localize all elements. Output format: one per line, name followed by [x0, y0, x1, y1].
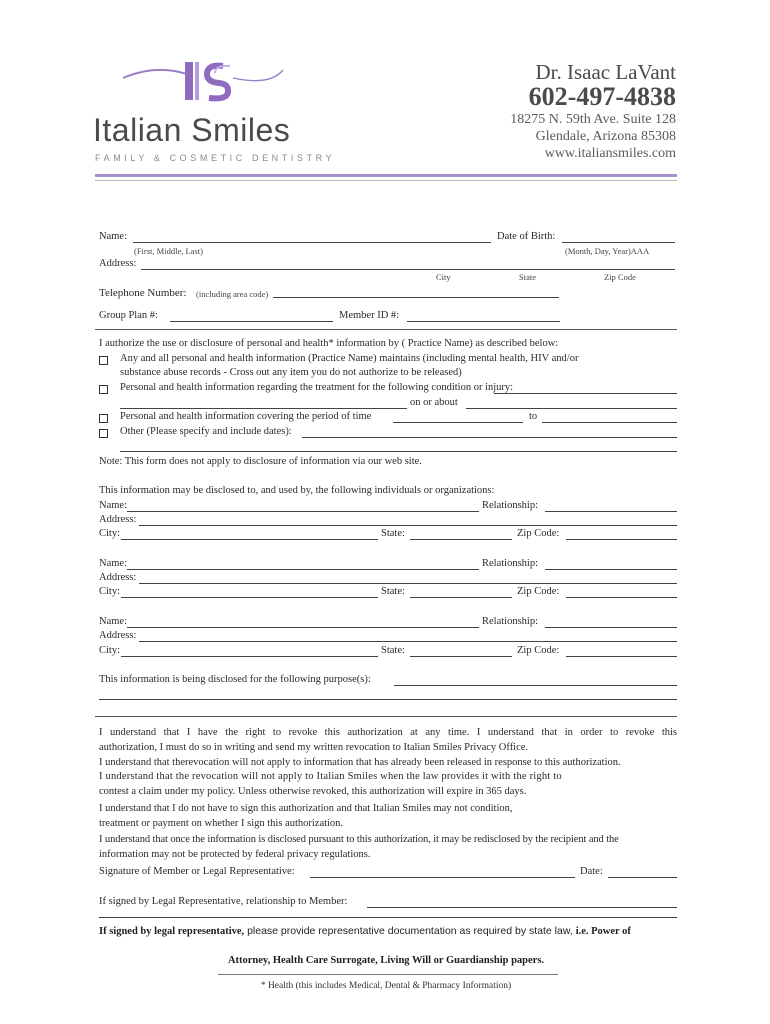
- telephone-label: Telephone Number:: [99, 287, 187, 299]
- recipient1-zip-field[interactable]: [566, 539, 677, 540]
- practice-website[interactable]: www.italiansmiles.com: [544, 146, 676, 161]
- group-plan-field[interactable]: [170, 321, 333, 322]
- redisclosure-statement-cont: information may not be protected by federal privacy regulations.: [99, 849, 371, 860]
- recipient3-relationship-label: Relationship:: [482, 616, 538, 627]
- state-hint: State: [519, 272, 536, 282]
- recipient2-zip-field[interactable]: [566, 597, 677, 598]
- recipient1-name-field[interactable]: [127, 511, 479, 512]
- practice-address-line1: 18275 N. 59th Ave. Suite 128: [510, 112, 676, 127]
- recipient2-city-label: City:: [99, 586, 121, 597]
- expiry-statement: contest a claim under my policy. Unless otherwise revoked, this authorization will expire in 365 days.: [99, 786, 527, 797]
- footnote-rule: [218, 974, 558, 975]
- patient-address-field[interactable]: [141, 269, 675, 270]
- recipient3-address-label: Address:: [99, 630, 137, 641]
- recipient2-state-field[interactable]: [410, 597, 512, 598]
- patient-name-label: Name:: [99, 231, 127, 242]
- option3-text: Personal and health information covering the period of time: [120, 411, 372, 422]
- redisclosure-statement: I understand that once the information is disclosed pursuant to this authorization, it may be redisclosed by the recipient and the: [99, 834, 619, 845]
- recipient3-state-field[interactable]: [410, 656, 512, 657]
- purpose-field[interactable]: [394, 685, 677, 686]
- member-id-label: Member ID #:: [339, 310, 400, 321]
- recipient2-zip-label: Zip Code:: [517, 586, 560, 597]
- recipient3-zip-label: Zip Code:: [517, 645, 560, 656]
- telephone-field[interactable]: [273, 297, 559, 298]
- signature-field[interactable]: [310, 877, 575, 878]
- recipient2-name-label: Name:: [99, 558, 127, 569]
- option1-text: Any and all personal and health information (Practice Name) maintains (including mental health, HIV and/or: [120, 353, 579, 364]
- recipient1-state-field[interactable]: [410, 539, 512, 540]
- recipient3-city-field[interactable]: [121, 656, 378, 657]
- legal-rep-relationship-label: If signed by Legal Representative, relationship to Member:: [99, 896, 348, 907]
- other-field-cont[interactable]: [120, 451, 677, 452]
- web-note: Note: This form does not apply to disclosure of information via our web site.: [99, 456, 422, 467]
- option3-checkbox[interactable]: [99, 414, 108, 423]
- header-accent-rule: [95, 174, 677, 177]
- recipient2-state-label: State:: [381, 586, 405, 597]
- recipient2-name-field[interactable]: [127, 569, 479, 570]
- recipient1-city-field[interactable]: [121, 539, 378, 540]
- recipient2-city-field[interactable]: [121, 597, 378, 598]
- period-to-field[interactable]: [542, 422, 677, 423]
- practice-address-line2: Glendale, Arizona 85308: [535, 129, 676, 144]
- section-divider: [95, 329, 677, 330]
- signature-date-label: Date:: [580, 866, 603, 877]
- on-or-about-field[interactable]: [466, 408, 677, 409]
- authorization-intro: I authorize the use or disclosure of personal and health* information by ( Practice Name) as described below:: [99, 338, 559, 349]
- footnote: * Health (this includes Medical, Dental & Pharmacy Information): [260, 981, 512, 991]
- legal-rep-note-bold: If signed by legal representative,: [99, 926, 245, 937]
- patient-name-field[interactable]: [133, 242, 491, 243]
- purpose-field-cont[interactable]: [99, 699, 677, 700]
- legal-rep-note-body: please provide representative documentation as required by state law,: [244, 925, 576, 937]
- recipient1-address-field[interactable]: [139, 525, 677, 526]
- dob-field[interactable]: [562, 242, 675, 243]
- revocation-law-statement: I understand that the revocation will not apply to Italian Smiles when the law provides it with the right to: [99, 771, 562, 782]
- recipient3-state-label: State:: [381, 645, 405, 656]
- recipient3-address-field[interactable]: [139, 641, 677, 642]
- signature-label: Signature of Member or Legal Representative:: [99, 866, 295, 877]
- on-or-about-label: on or about: [410, 397, 458, 408]
- legal-rep-documentation-note: [99, 925, 677, 937]
- recipient3-name-label: Name:: [99, 616, 127, 627]
- recipient3-zip-field[interactable]: [566, 656, 677, 657]
- recipient1-zip-label: Zip Code:: [517, 528, 560, 539]
- condition-field[interactable]: [494, 393, 677, 394]
- signature-date-field[interactable]: [608, 877, 677, 878]
- dob-hint: (Month, Day, Year)AAA: [565, 246, 650, 256]
- brand-name: Italian Smiles: [93, 112, 291, 148]
- other-field[interactable]: [302, 437, 677, 438]
- option2-checkbox[interactable]: [99, 385, 108, 394]
- recipient1-name-label: Name:: [99, 500, 127, 511]
- city-hint: City: [436, 272, 451, 282]
- recipient1-relationship-label: Relationship:: [482, 500, 538, 511]
- period-from-field[interactable]: [393, 422, 523, 423]
- zip-hint: Zip Code: [604, 272, 636, 282]
- recipient1-address-label: Address:: [99, 514, 137, 525]
- practice-phone: 602-497-4838: [528, 82, 676, 111]
- header-rule: [95, 180, 677, 181]
- recipient3-city-label: City:: [99, 645, 121, 656]
- revoke-statement: I understand that I have the right to revoke this authorization at any time. I understand that in order to revoke this: [99, 727, 677, 738]
- name-hint: (First, Middle, Last): [134, 246, 203, 256]
- purpose-label: This information is being disclosed for the following purpose(s):: [99, 674, 371, 685]
- recipient2-relationship-field[interactable]: [545, 569, 677, 570]
- legal-rep-relationship-field[interactable]: [367, 907, 677, 908]
- option2-text: Personal and health information regarding the treatment for the following condition or injury:: [120, 382, 514, 393]
- recipient1-city-label: City:: [99, 528, 121, 539]
- dob-label: Date of Birth:: [497, 231, 556, 242]
- recipient3-relationship-field[interactable]: [545, 627, 677, 628]
- no-sign-statement-cont: treatment or payment on whether I sign this authorization.: [99, 818, 344, 829]
- option1-checkbox[interactable]: [99, 356, 108, 365]
- recipient2-relationship-label: Relationship:: [482, 558, 538, 569]
- brand-tagline: FAMILY & COSMETIC DENTISTRY: [95, 153, 336, 163]
- recipient2-address-field[interactable]: [139, 583, 677, 584]
- recipient2-address-label: Address:: [99, 572, 137, 583]
- patient-address-label: Address:: [99, 258, 137, 269]
- logo-swoosh-icon: [95, 56, 335, 116]
- recipient1-relationship-field[interactable]: [545, 511, 677, 512]
- period-to-label: to: [529, 411, 538, 422]
- no-sign-statement: I understand that I do not have to sign this authorization and that Italian Smiles may not condition,: [99, 803, 513, 814]
- telephone-hint: (including area code): [196, 289, 269, 299]
- option4-checkbox[interactable]: [99, 429, 108, 438]
- member-id-field[interactable]: [407, 321, 560, 322]
- section-divider-2: [95, 716, 677, 717]
- recipient3-name-field[interactable]: [127, 627, 479, 628]
- legal-rep-documentation-note-cont: Attorney, Health Care Surrogate, Living Will or Guardianship papers.: [227, 955, 545, 966]
- option4-text: Other (Please specify and include dates):: [120, 426, 292, 437]
- group-plan-label: Group Plan #:: [99, 310, 158, 321]
- condition-field-cont[interactable]: [120, 408, 407, 409]
- recipient1-state-label: State:: [381, 528, 405, 539]
- revocation-release-statement: I understand that therevocation will not apply to information that has already been released in response to this authorization.: [99, 757, 621, 768]
- legal-rep-note-bold-end: i.e. Power of: [575, 926, 631, 937]
- revoke-statement-cont: authorization, I must do so in writing and send my written revocation to Italian Smiles Privacy Office.: [99, 742, 529, 753]
- doctor-name: Dr. Isaac LaVant: [535, 60, 676, 84]
- legal-rep-relationship-field-cont[interactable]: [99, 917, 677, 918]
- option1-text-cont: substance abuse records - Cross out any item you do not authorize to be released): [120, 367, 462, 378]
- recipients-intro: This information may be disclosed to, and used by, the following individuals or organizations:: [99, 485, 495, 496]
